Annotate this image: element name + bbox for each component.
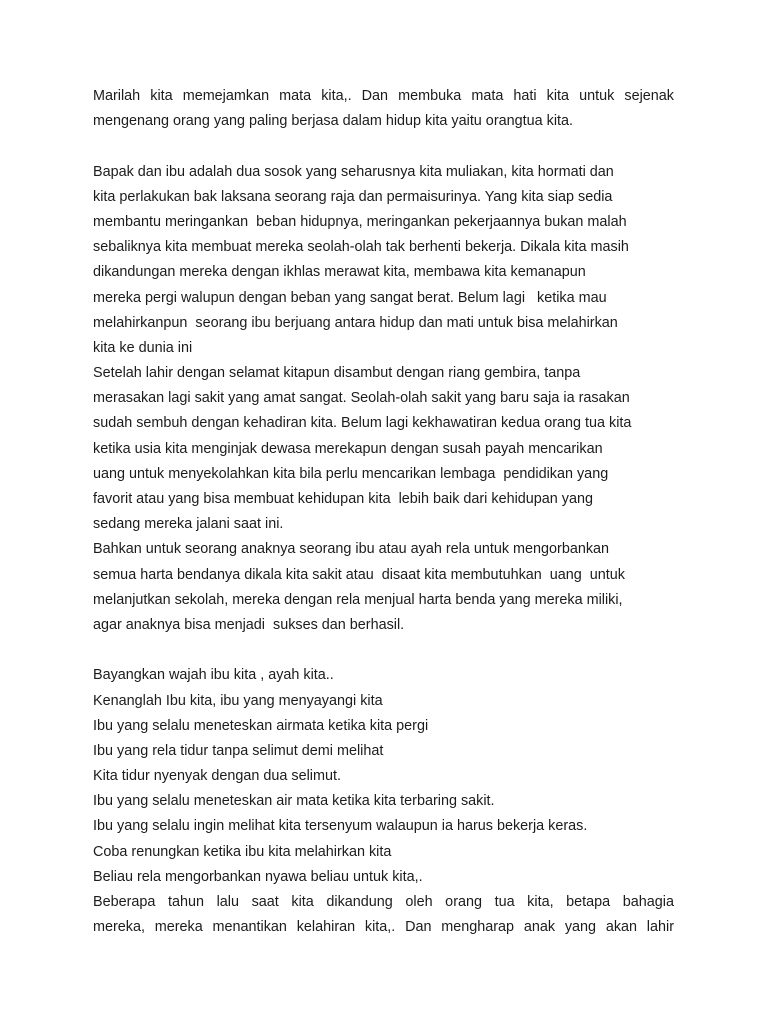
text-line: merasakan lagi sakit yang amat sangat. Seolah-olah sakit yang baru saja ia rasakan — [93, 390, 630, 407]
document-body — [93, 84, 674, 940]
text-line: sedang mereka jalani saat ini. — [93, 516, 284, 533]
paragraph-gap — [93, 638, 674, 663]
text-line: Bayangkan wajah ibu kita , ayah kita.. — [93, 667, 334, 684]
text-line: kita ke dunia ini — [93, 339, 193, 356]
text-line: uang untuk menyekolahkan kita bila perlu mencarikan lembaga pendidikan yang — [93, 465, 609, 482]
text-line: mereka pergi walupun dengan beban yang sangat berat. Belum lagi ketika mau — [93, 289, 607, 306]
paragraph-3 — [93, 663, 674, 940]
paragraph-2 — [93, 160, 674, 639]
text-line: ketika usia kita menginjak dewasa merekapun dengan susah payah mencarikan — [93, 440, 603, 457]
text-line: dikandungan mereka dengan ikhlas merawat kita, membawa kita kemanapun — [93, 264, 586, 281]
text-line: sudah sembuh dengan kehadiran kita. Belum lagi kekhawatiran kedua orang tua kita — [93, 415, 632, 432]
text-line: Coba renungkan ketika ibu kita melahirkan kita — [93, 843, 392, 860]
text-line: mengenang orang yang paling berjasa dalam hidup kita yaitu orangtua kita. — [93, 113, 574, 130]
text-line: membantu meringankan beban hidupnya, meringankan pekerjaannya bukan malah — [93, 213, 627, 230]
text-line: Ibu yang selalu meneteskan air mata ketika kita terbaring sakit. — [93, 793, 495, 810]
text-line: semua harta bendanya dikala kita sakit atau disaat kita membutuhkan uang untuk — [93, 566, 625, 583]
text-line: melanjutkan sekolah, mereka dengan rela menjual harta benda yang mereka miliki, — [93, 591, 623, 608]
text-line: Setelah lahir dengan selamat kitapun disambut dengan riang gembira, tanpa — [93, 365, 581, 382]
text-line: melahirkanpun seorang ibu berjuang antara hidup dan mati untuk bisa melahirkan — [93, 314, 618, 331]
paragraph-gap — [93, 134, 674, 159]
text-line: favorit atau yang bisa membuat kehidupan kita lebih baik dari kehidupan yang — [93, 491, 593, 507]
paragraph-1 — [93, 84, 674, 134]
text-line: sebaliknya kita membuat mereka seolah-olah tak berhenti bekerja. Dikala kita masih — [93, 239, 629, 256]
text-line: Bahkan untuk seorang anaknya seorang ibu atau ayah rela untuk mengorbankan — [93, 541, 610, 558]
text-line: Beliau rela mengorbankan nyawa beliau untuk kita,. — [93, 868, 423, 885]
text-line: kita perlakukan bak laksana seorang raja dan permaisurinya. Yang kita siap sedia — [93, 188, 613, 205]
text-line: Kita tidur nyenyak dengan dua selimut. — [93, 768, 341, 785]
text-line: Ibu yang selalu ingin melihat kita tersenyum walaupun ia harus bekerja keras. — [93, 818, 588, 835]
text-line: Ibu yang selalu meneteskan airmata ketika kita pergi — [93, 717, 429, 734]
text-line: Beberapa tahun lalu saat kita dikandung oleh orang tua kita, betapa bahagia — [93, 894, 674, 910]
text-line: Ibu yang rela tidur tanpa selimut demi melihat — [93, 742, 384, 759]
text-line: mereka, mereka menantikan kelahiran kita,. Dan mengharap anak yang akan lahir — [93, 919, 674, 936]
text-line: Bapak dan ibu adalah dua sosok yang seharusnya kita muliakan, kita hormati dan — [93, 163, 614, 180]
text-line: Marilah kita memejamkan mata kita,. Dan membuka mata hati kita untuk sejenak — [93, 88, 674, 104]
text-line: agar anaknya bisa menjadi sukses dan berhasil. — [93, 616, 405, 633]
text-line: Kenanglah Ibu kita, ibu yang menyayangi kita — [93, 692, 383, 709]
